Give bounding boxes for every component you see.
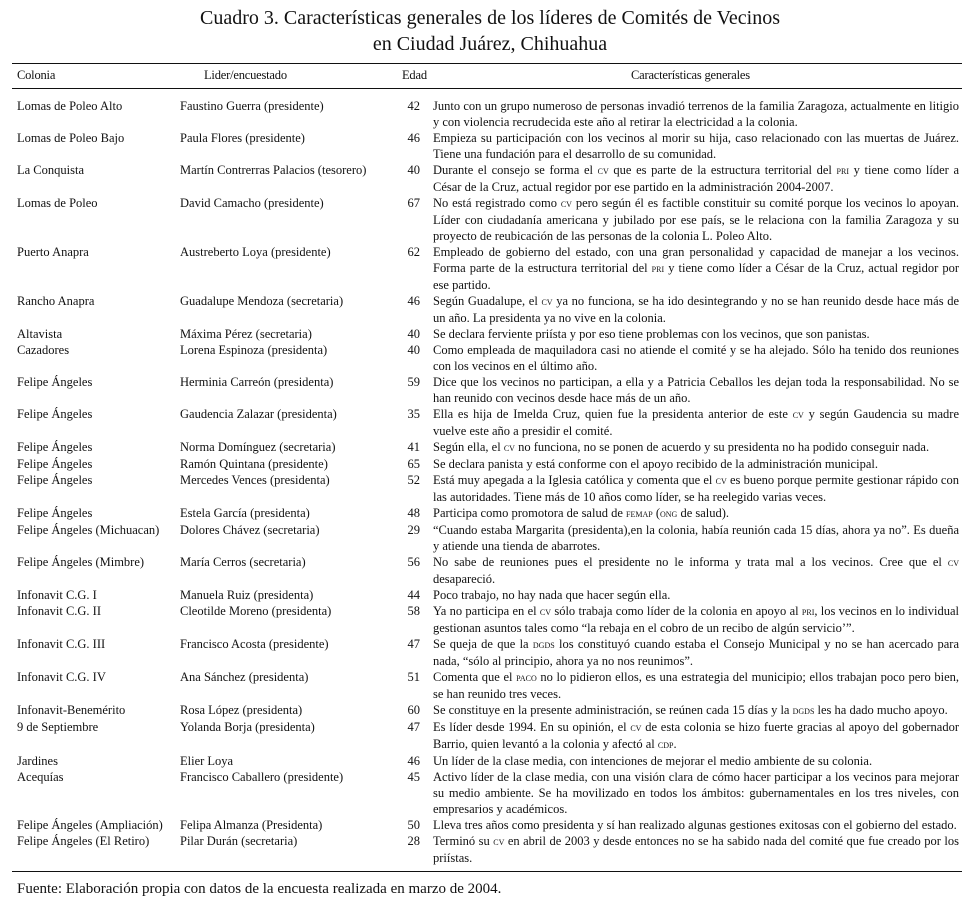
table-row <box>0 293 980 326</box>
cell-lider: Mercedes Vences (presidenta) <box>180 473 330 487</box>
cell-caracteristicas: Activo líder de la clase media, con una visión clara de cómo hacer participar a los vecinos para mejorar su medio ambiente. Se ha movilizado en todos los ámbitos: gubernamentales en los tres niveles, con empresarios y académicos. <box>433 770 959 816</box>
table-row <box>0 439 980 456</box>
cell-lider: Ramón Quintana (presidente) <box>180 457 328 471</box>
table-row <box>0 472 980 505</box>
cell-caracteristicas: No sabe de reuniones pues el presidente no le informa y trata mal a los vecinos. Cree que el cv desapareció. <box>433 555 959 586</box>
cell-edad: 40 <box>407 163 420 177</box>
table-row <box>0 244 980 293</box>
cell-lider: Dolores Chávez (secretaria) <box>180 523 320 537</box>
table-row <box>0 769 980 817</box>
cell-colonia: Felipe Ángeles (Michuacan) <box>17 523 160 537</box>
cell-edad: 44 <box>407 588 420 602</box>
cell-caracteristicas: Es líder desde 1994. En su opinión, el cv de esta colonia se hizo fuerte gracias al apoyo del gobernador Barrio, quien levantó a la colonia y afectó al cdp. <box>433 720 959 751</box>
acronym: pri <box>836 165 849 177</box>
cell-edad: 56 <box>407 555 420 569</box>
header-edad: Edad <box>402 68 427 82</box>
table-row <box>0 833 980 866</box>
acronym: cv <box>947 557 959 569</box>
cell-edad: 47 <box>407 637 420 651</box>
cell-edad: 46 <box>407 754 420 768</box>
cell-lider: Yolanda Borja (presidenta) <box>180 720 315 734</box>
cell-caracteristicas: Junto con un grupo numeroso de personas invadió terrenos de la familia Zaragoza, actualmente en litigio y con violencia recrudecida este año al retirar la electricidad a la colonia. <box>433 99 959 129</box>
cell-caracteristicas: Poco trabajo, no hay nada que hacer según ella. <box>433 588 671 602</box>
cell-lider: Martín Contrerras Palacios (tesorero) <box>180 163 367 177</box>
cell-caracteristicas: Participa como promotora de salud de femap (ong de salud). <box>433 506 730 520</box>
cell-caracteristicas: Durante el consejo se forma el cv que es parte de la estructura territorial del pri y tiene como líder a César de la Cruz, actual regidor por ese partido en la administración 2004-2007. <box>433 163 959 194</box>
table-row <box>0 456 980 472</box>
bottom-rule <box>12 871 962 872</box>
acronym: pri <box>651 263 665 275</box>
cell-edad: 46 <box>407 131 420 145</box>
cell-edad: 58 <box>407 604 420 618</box>
top-rule <box>12 63 962 64</box>
cell-edad: 59 <box>407 375 420 389</box>
cell-caracteristicas: Terminó su cv en abril de 2003 y desde entonces no se ha sabido nada del comité que fue creado por los priístas. <box>433 834 959 865</box>
cell-lider: Rosa López (presidenta) <box>180 703 303 717</box>
table-row <box>0 702 980 719</box>
cell-edad: 35 <box>407 407 420 421</box>
header-colonia: Colonia <box>17 68 56 82</box>
acronym: cv <box>503 442 515 454</box>
cell-edad: 28 <box>407 834 420 848</box>
table-row <box>0 130 980 162</box>
cell-colonia: Felipe Ángeles <box>17 457 93 471</box>
cell-colonia: Infonavit C.G. II <box>17 604 102 618</box>
cell-edad: 50 <box>407 818 420 832</box>
cell-edad: 62 <box>407 245 420 259</box>
cell-edad: 51 <box>407 670 420 684</box>
cell-colonia: Infonavit C.G. I <box>17 588 97 602</box>
header-rule <box>12 88 962 89</box>
acronym: paco <box>516 672 537 684</box>
acronym: cv <box>541 296 553 308</box>
source-note: Fuente: Elaboración propia con datos de la encuesta realizada en marzo de 2004. <box>17 881 502 897</box>
table-row <box>0 587 980 603</box>
acronym: cv <box>560 198 572 210</box>
acronym: cv <box>493 836 505 848</box>
cell-lider: Herminia Carreón (presidenta) <box>180 375 334 389</box>
cell-caracteristicas: Dice que los vecinos no participan, a ella y a Patricia Ceballos les dejan toda la responsabilidad. No se han reunido con vecinos desde hace más de un año. <box>433 375 959 405</box>
cell-caracteristicas: Comenta que el paco no lo pidieron ellos, es una estrategia del municipio; ellos trabajan poco pero bien, se han reunido tres veces. <box>433 670 959 701</box>
cell-lider: Cleotilde Moreno (presidenta) <box>180 604 332 618</box>
acronym: cv <box>597 165 609 177</box>
table-row <box>0 554 980 587</box>
cell-colonia: Puerto Anapra <box>17 245 89 259</box>
cell-colonia: Infonavit C.G. III <box>17 637 106 651</box>
table-row <box>0 326 980 342</box>
cell-colonia: Felipe Ángeles <box>17 407 93 421</box>
cell-lider: Francisco Caballero (presidente) <box>180 770 344 784</box>
table-title-line-1: Cuadro 3. Características generales de los líderes de Comités de Vecinos <box>199 7 780 29</box>
cell-lider: Máxima Pérez (secretaria) <box>180 327 312 341</box>
cell-colonia: Rancho Anapra <box>17 294 95 308</box>
cell-caracteristicas: Empieza su participación con los vecinos al morir su hija, caso relacionado con las muertas de Juárez. Tiene una fundación para el desarrollo de su comunidad. <box>433 131 959 161</box>
acronym: ong <box>659 508 678 520</box>
acronym: cdp <box>657 739 674 751</box>
cell-colonia: La Conquista <box>17 163 85 177</box>
cell-colonia: Altavista <box>17 327 63 341</box>
cell-colonia: Jardines <box>17 754 58 768</box>
cell-colonia: Felipe Ángeles (El Retiro) <box>17 834 150 848</box>
cell-lider: Manuela Ruiz (presidenta) <box>180 588 314 602</box>
cell-colonia: Lomas de Poleo <box>17 196 98 210</box>
cell-colonia: Felipe Ángeles <box>17 506 93 520</box>
cell-caracteristicas: No está registrado como cv pero según él es factible constituir su comité porque los vecinos lo apoyan. Líder con ciudadanía americana y jubilado por ese país, se le relaciona con la familia Zaragoza y su proyecto de reubicación de las personas de la colonia L. Poleo Alto. <box>433 196 959 243</box>
cell-caracteristicas: Un líder de la clase media, con intenciones de mejorar el medio ambiente de su colonia. <box>433 754 873 768</box>
cell-caracteristicas: “Cuando estaba Margarita (presidenta),en la colonia, había reunión cada 15 días, ahora ya no”. Es dueña y atiende una tienda de abarrotes. <box>433 523 959 553</box>
cell-lider: Guadalupe Mendoza (secretaria) <box>180 294 344 308</box>
cell-edad: 60 <box>407 703 420 717</box>
cell-lider: Estela García (presidenta) <box>180 506 310 520</box>
acronym: dgds <box>532 639 555 651</box>
cell-edad: 67 <box>407 196 420 210</box>
cell-colonia: Felipe Ángeles (Mimbre) <box>17 555 145 569</box>
acronym: cv <box>630 722 642 734</box>
cell-lider: David Camacho (presidente) <box>180 196 324 210</box>
cell-caracteristicas: Lleva tres años como presidenta y sí han realizado algunas gestiones exitosas con el gobierno del estado. <box>433 818 957 832</box>
acronym: cv <box>539 606 552 618</box>
cell-lider: Gaudencia Zalazar (presidenta) <box>180 407 337 421</box>
cell-edad: 47 <box>407 720 420 734</box>
cell-edad: 40 <box>407 343 420 357</box>
table-row <box>0 162 980 195</box>
table-body <box>0 98 980 866</box>
cell-caracteristicas: Ella es hija de Imelda Cruz, quien fue la presidenta anterior de este cv y según Gaudencia su madre vuelve este año a presidir el comité. <box>433 407 959 438</box>
cell-lider: Felipa Almanza (Presidenta) <box>180 818 323 832</box>
cell-caracteristicas: Se queja de que la dgds los constituyó cuando estaba el Consejo Municipal y no se han acercado para nada, “sólo al principio, ahora ya no nos reunimos”. <box>433 637 959 668</box>
acronym: femap <box>626 508 653 520</box>
cell-lider: Elier Loya <box>180 754 234 768</box>
cell-lider: Paula Flores (presidente) <box>180 131 305 145</box>
cell-caracteristicas: Se declara panista y está conforme con el apoyo recibido de la administración municipal. <box>433 457 878 471</box>
cell-colonia: Felipe Ángeles (Ampliación) <box>17 818 163 832</box>
cell-edad: 29 <box>407 523 420 537</box>
acronym: cv <box>792 409 804 421</box>
cell-edad: 46 <box>407 294 420 308</box>
cell-colonia: Felipe Ángeles <box>17 473 93 487</box>
cell-edad: 45 <box>407 770 420 784</box>
cell-colonia: Infonavit-Benemérito <box>17 703 126 717</box>
cell-lider: Norma Domínguez (secretaria) <box>180 440 336 454</box>
cell-colonia: Felipe Ángeles <box>17 375 93 389</box>
table-row <box>0 753 980 769</box>
table-row <box>0 98 980 130</box>
cell-colonia: Cazadores <box>17 343 70 357</box>
cell-edad: 65 <box>407 457 420 471</box>
table-row <box>0 719 980 753</box>
cell-caracteristicas: Se constituye en la presente administración, se reúnen cada 15 días y la dgds les ha dado mucho apoyo. <box>433 703 948 717</box>
table-row <box>0 342 980 374</box>
cell-edad: 40 <box>407 327 420 341</box>
table-row <box>0 522 980 554</box>
table-row <box>0 636 980 669</box>
cell-caracteristicas: Se declara ferviente priísta y por eso tiene problemas con los vecinos, que son panistas. <box>433 327 870 341</box>
table-row <box>0 603 980 636</box>
table-row <box>0 817 980 833</box>
cell-caracteristicas: Según ella, el cv no funciona, no se ponen de acuerdo y su presidenta no ha podido conseguir nada. <box>433 440 930 454</box>
cell-colonia: Acequías <box>17 770 64 784</box>
cell-edad: 52 <box>407 473 420 487</box>
cell-caracteristicas: Está muy apegada a la Iglesia católica y comenta que el cv es bueno porque permite gestionar rápido con las autoridades. Tiene más de 10 años como líder, se ha reelegido varias veces. <box>433 473 959 504</box>
cell-lider: Ana Sánchez (presidenta) <box>180 670 309 684</box>
cell-lider: María Cerros (secretaria) <box>180 555 306 569</box>
cell-lider: Lorena Espinoza (presidenta) <box>180 343 328 357</box>
table-title-line-2: en Ciudad Juárez, Chihuahua <box>372 33 608 55</box>
cell-edad: 42 <box>407 99 420 113</box>
cell-caracteristicas: Empleado de gobierno del estado, con una gran personalidad y capacidad de manejar a los vecinos. Forma parte de la estructura territorial del pri y tiene como líder a César de la Cruz, actual regidor por ese partido. <box>433 245 960 292</box>
table-row <box>0 195 980 244</box>
acronym: pri <box>801 606 815 618</box>
table-row <box>0 505 980 522</box>
cell-caracteristicas: Según Guadalupe, el cv ya no funciona, se ha ido desintegrando y no se han reunido desde hace más de un año. La presidenta ya no vive en la colonia. <box>433 294 959 325</box>
cell-lider: Faustino Guerra (presidente) <box>180 99 324 113</box>
header-lider: Lider/encuestado <box>204 68 287 82</box>
cell-lider: Francisco Acosta (presidente) <box>180 637 329 651</box>
cell-colonia: Infonavit C.G. IV <box>17 670 106 684</box>
cell-caracteristicas: Ya no participa en el cv sólo trabaja como líder de la colonia en apoyo al pri, los vecinos en lo individual gestionan asuntos tales como “la rebaja en el cobro de un recibo de algún servicio’”. <box>433 604 959 635</box>
cell-lider: Austreberto Loya (presidente) <box>180 245 331 259</box>
cell-colonia: Lomas de Poleo Bajo <box>17 131 125 145</box>
acronym: dgds <box>792 705 815 717</box>
table-row <box>0 406 980 439</box>
cell-edad: 48 <box>407 506 420 520</box>
cell-colonia: 9 de Septiembre <box>17 720 99 734</box>
cell-lider: Pilar Durán (secretaria) <box>180 834 298 848</box>
cell-edad: 41 <box>407 440 420 454</box>
table-row <box>0 669 980 702</box>
table-row <box>0 374 980 406</box>
acronym: cv <box>715 475 727 487</box>
cell-colonia: Felipe Ángeles <box>17 440 93 454</box>
cell-colonia: Lomas de Poleo Alto <box>17 99 123 113</box>
header-caracteristicas: Características generales <box>631 68 750 82</box>
cell-caracteristicas: Como empleada de maquiladora casi no atiende el comité y se ha alejado. Sólo ha tenido dos reuniones con los vecinos en el último año. <box>433 343 959 373</box>
